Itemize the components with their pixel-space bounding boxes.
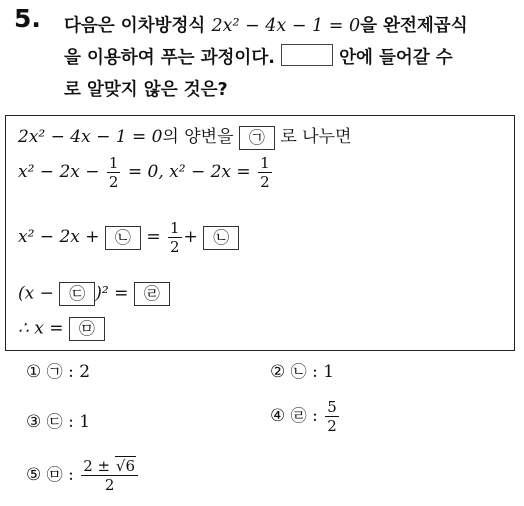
step-1: [18, 122, 351, 150]
blank-b: ㉡: [105, 226, 141, 250]
option-1[interactable]: ① ㉠ : 2: [26, 362, 91, 382]
option-3-mark: ㉢: [46, 412, 63, 431]
step4-part2: )² =: [95, 283, 129, 304]
step2-frac1: $\frac{1}{2}$: [108, 154, 119, 191]
step2-part2: = 0, x² − 2x =: [127, 162, 251, 182]
option-1-mark: ㉠: [46, 362, 63, 381]
question-number: 5.: [14, 4, 41, 33]
option-4-value: $\frac{5}{2}$: [327, 398, 337, 435]
step1-text: 의 양변을: [162, 127, 234, 147]
question-text-4: 안에 들어갈 수: [339, 48, 453, 68]
option-5-value: $\frac{2 \pm √6}{2}$: [81, 457, 138, 494]
option-5-mark: ㉤: [46, 465, 63, 484]
blank-a: ㉠: [239, 126, 275, 150]
step3-plus: +: [183, 227, 198, 247]
question-text-5: 로 알맞지 않은 것은?: [64, 80, 228, 100]
step-2: [18, 154, 274, 191]
step2-part1: x² − 2x −: [18, 162, 100, 182]
step-3: [18, 219, 239, 256]
step3-part1: x² − 2x +: [18, 227, 100, 247]
option-1-value: 2: [79, 362, 91, 382]
question-text: [64, 10, 514, 106]
option-4[interactable]: ④ ㉣ : $\frac{5}{2}$: [270, 398, 337, 435]
blank-c: ㉢: [59, 282, 95, 306]
blank-b-2: ㉡: [203, 226, 239, 250]
step5-part1: ∴ x =: [18, 318, 64, 339]
step1-text-2: 로 나누면: [280, 127, 352, 147]
step4-part1: (x −: [18, 283, 54, 304]
blank-box: [281, 44, 333, 66]
step3-frac: $\frac{1}{2}$: [170, 219, 180, 256]
option-5[interactable]: ⑤ ㉤ : $\frac{2 \pm √6}{2}$: [26, 457, 140, 494]
question-equation: 2x² − 4x − 1 = 0: [211, 16, 361, 36]
step-5: [18, 317, 105, 341]
option-2[interactable]: ② ㉡ : 1: [270, 362, 335, 382]
option-2-value: 1: [323, 362, 335, 382]
question-text-3: 을 이용하여 푸는 과정이다.: [64, 48, 275, 68]
question-text-1: 다음은 이차방정식: [64, 16, 206, 36]
option-3[interactable]: ③ ㉢ : 1: [26, 412, 91, 432]
step3-equals: =: [146, 227, 161, 247]
question-text-2: 을 완전제곱식: [360, 16, 468, 36]
option-3-value: 1: [79, 412, 91, 432]
blank-d: ㉣: [134, 282, 170, 306]
step-4: [18, 282, 170, 306]
option-4-mark: ㉣: [290, 406, 307, 425]
step2-frac2: $\frac{1}{2}$: [260, 154, 270, 191]
blank-e: ㉤: [69, 317, 105, 341]
solution-box: [5, 115, 515, 351]
option-2-mark: ㉡: [290, 362, 307, 381]
step1-equation: 2x² − 4x − 1 = 0: [18, 127, 163, 147]
